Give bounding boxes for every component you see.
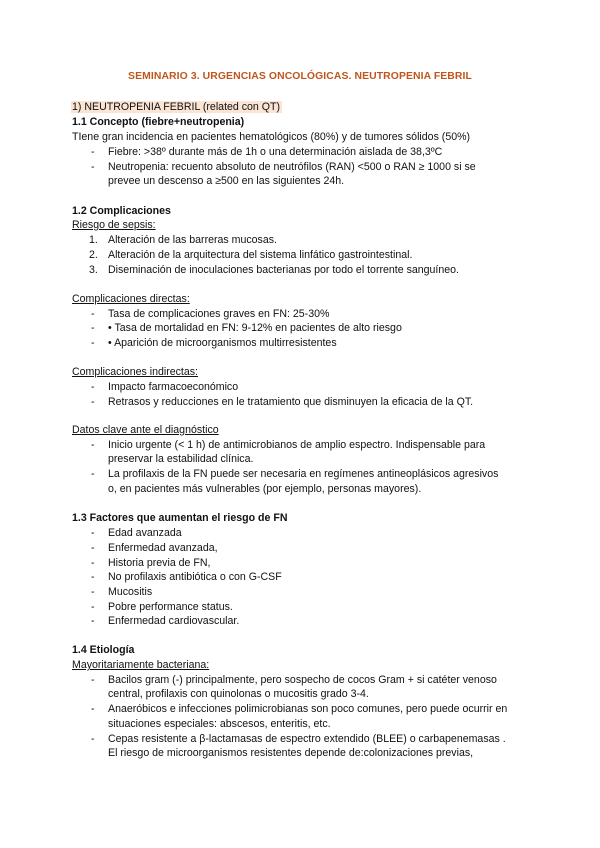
direct-complications-label: Complicaciones directas: xyxy=(72,293,190,305)
bullet-dash: - xyxy=(91,674,95,686)
list-item: La profilaxis de la FN puede ser necesaria en regímenes antineoplásicos agresivos xyxy=(108,468,499,480)
section-heading xyxy=(72,101,282,114)
list-item: Neutropenia: recuento absoluto de neutrófilos (RAN) <500 o RAN ≥ 1000 si se xyxy=(108,161,476,173)
sepsis-label: Riesgo de sepsis: xyxy=(72,219,156,231)
list-item-continuation: prevee un descenso a ≥500 en las siguientes 24h. xyxy=(108,175,345,187)
list-item: • Tasa de mortalidad en FN: 9-12% en pacientes de alto riesgo xyxy=(108,322,402,334)
complications-heading: 1.2 Complicaciones xyxy=(72,205,171,217)
bullet-dash: - xyxy=(91,468,95,480)
list-item: Enfermedad cardiovascular. xyxy=(108,615,240,627)
bullet-dash: - xyxy=(91,439,95,451)
list-number: 3. xyxy=(89,264,98,276)
indirect-complications-label: Complicaciones indirectas: xyxy=(72,366,199,378)
bullet-dash: - xyxy=(91,527,95,539)
bullet-dash: - xyxy=(91,601,95,613)
bullet-dash: - xyxy=(91,396,95,408)
bullet-dash: - xyxy=(91,703,95,715)
concept-heading: 1.1 Concepto (fiebre+neutropenia) xyxy=(72,116,245,128)
list-item: Retrasos y reducciones en le tratamiento que disminuyen la eficacia de la QT. xyxy=(108,396,474,408)
list-item: Enfermedad avanzada, xyxy=(108,542,218,554)
document-title: SEMINARIO 3. URGENCIAS ONCOLÓGICAS. NEUTROPENIA FEBRIL xyxy=(128,71,472,82)
etiology-label: Mayoritariamente bacteriana: xyxy=(72,659,210,671)
list-item: Alteración de la arquitectura del sistema linfático gastrointestinal. xyxy=(108,249,413,261)
list-item: Cepas resistente a β-lactamasas de espectro extendido (BLEE) o carbapenemasas . xyxy=(108,733,506,745)
bullet-dash: - xyxy=(91,571,95,583)
etiology-heading: 1.4 Etiología xyxy=(72,644,135,656)
list-item: Bacilos gram (-) principalmente, pero sospecho de cocos Gram + si catéter venoso xyxy=(108,674,497,686)
list-number: 1. xyxy=(89,234,98,246)
bullet-dash: - xyxy=(91,381,95,393)
list-item: Anaeróbicos e infecciones polimicrobianas son poco comunes, pero puede ocurrir en xyxy=(108,703,508,715)
list-item: Tasa de complicaciones graves en FN: 25-30% xyxy=(108,308,330,320)
list-item-continuation: o, en pacientes más vulnerables (por ejemplo, personas mayores). xyxy=(108,483,422,495)
risk-factors-heading: 1.3 Factores que aumentan el riesgo de FN xyxy=(72,512,288,524)
list-item: No profilaxis antibiótica o con G-CSF xyxy=(108,571,282,583)
list-item-continuation: preservar la estabilidad clínica. xyxy=(108,453,254,465)
list-item: Alteración de las barreras mucosas. xyxy=(108,234,277,246)
list-item: Impacto farmacoeconómico xyxy=(108,381,239,393)
section-heading-text: 1) NEUTROPENIA FEBRIL (related con QT) xyxy=(72,101,281,113)
bullet-dash: - xyxy=(91,615,95,627)
bullet-dash: - xyxy=(91,586,95,598)
list-item: Pobre performance status. xyxy=(108,601,233,613)
list-item: Fiebre: >38º durante más de 1h o una determinación aislada de 38,3ºC xyxy=(108,146,443,158)
bullet-dash: - xyxy=(91,308,95,320)
list-item: Inicio urgente (< 1 h) de antimicrobianos de amplio espectro. Indispensable para xyxy=(108,439,486,451)
list-item: Mucositis xyxy=(108,586,153,598)
list-item-continuation: situaciones especiales: abscesos, enteritis, etc. xyxy=(108,718,331,730)
list-item: Edad avanzada xyxy=(108,527,182,539)
list-number: 2. xyxy=(89,249,98,261)
bullet-dash: - xyxy=(91,322,95,334)
bullet-dash: - xyxy=(91,542,95,554)
bullet-dash: - xyxy=(91,337,95,349)
list-item: Historia previa de FN, xyxy=(108,557,211,569)
list-item-continuation: central, profilaxis con quinolonas o mucositis grado 3-4. xyxy=(108,688,369,700)
list-item: • Aparición de microorganismos multirresistentes xyxy=(108,337,337,349)
list-item-continuation: El riesgo de microorganismos resistentes depende de:colonizaciones previas, xyxy=(108,747,474,759)
bullet-dash: - xyxy=(91,146,95,158)
concept-intro: TIene gran incidencia en pacientes hematológicos (80%) y de tumores sólidos (50%) xyxy=(72,131,471,143)
bullet-dash: - xyxy=(91,733,95,745)
bullet-dash: - xyxy=(91,161,95,173)
bullet-dash: - xyxy=(91,557,95,569)
list-item: Diseminación de inoculaciones bacterianas por todo el torrente sanguíneo. xyxy=(108,264,459,276)
key-data-label: Datos clave ante el diagnóstico xyxy=(72,424,219,436)
